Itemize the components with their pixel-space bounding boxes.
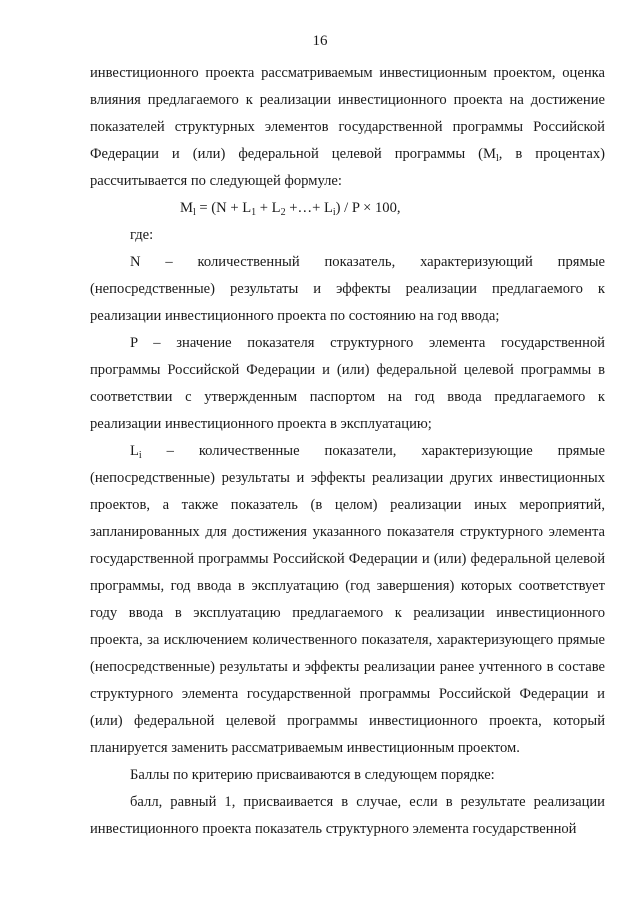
formula-part: +…+ L xyxy=(285,200,333,216)
paragraph-text: – количественные показатели, характеризующие прямые (непосредственные) результаты и эффекты реализации других инвестиционных проектов, а также показатель (в целом) реализации иных мероприятий, запланированных для достижения указанного показателя структурного элемента государственной программы Российской Федерации и (или) федеральной целевой программы, год ввода в эксплуатацию (год завершения) которых соответствует году ввода в эксплуатацию предлагаемого к реализации инвестиционного проекта, за исключением количественного показателя, характеризующего прямые (непосредственные) результаты и эффекты реализации ранее учтенного в составе структурного элемента государственной программы Российской Федерации и (или) федеральной целевой программы инвестиционного проекта, который планируется заменить рассматриваемым инвестиционным проектом. xyxy=(90,443,605,756)
formula xyxy=(90,195,605,222)
definition-n: N – количественный показатель, характеризующий прямые (непосредственные) результаты и эффекты реализации предлагаемого к реализации инвестиционного проекта по состоянию на год ввода; xyxy=(90,254,605,324)
page-number: 16 xyxy=(312,33,328,49)
subscript: 1 xyxy=(251,207,257,218)
formula-part: = (N + L xyxy=(195,200,252,216)
paragraph-text: инвестиционного проекта рассматриваемым инвестиционным проектом, оценка влияния предлагаемого к реализации инвестиционного проекта на достижение показателей структурных элементов государственной программы Российской Федерации и (или) федеральной целевой программы (M xyxy=(90,65,605,162)
score-rule-1: балл, равный 1, присваивается в случае, если в результате реализации инвестиционного проекта показатель структурного элемента государственной xyxy=(90,794,605,837)
subscript: i xyxy=(332,207,336,218)
where-label: где: xyxy=(130,227,154,243)
scores-intro: Баллы по критерию присваиваются в следующем порядке: xyxy=(130,767,495,783)
definition-p: P – значение показателя структурного элемента государственной программы Российской Федерации и (или) федеральной целевой программы в соответствии с утвержденным паспортом на год ввода предлагаемого к реализации инвестиционного проекта в эксплуатацию; xyxy=(90,335,605,432)
document-body xyxy=(90,60,605,843)
formula-part: + L xyxy=(256,200,281,216)
definition-li xyxy=(90,438,605,762)
paragraph-text: , в процентах) рассчитывается по следующей формуле: xyxy=(90,146,605,189)
formula-part: M xyxy=(180,200,193,216)
subscript: 2 xyxy=(280,207,286,218)
symbol: L xyxy=(130,443,139,459)
subscript: i xyxy=(138,450,142,461)
subscript: l xyxy=(495,153,499,164)
subscript: l xyxy=(192,207,196,218)
paragraph-continuation xyxy=(90,60,605,195)
formula-part: ) / P × 100, xyxy=(335,200,401,216)
